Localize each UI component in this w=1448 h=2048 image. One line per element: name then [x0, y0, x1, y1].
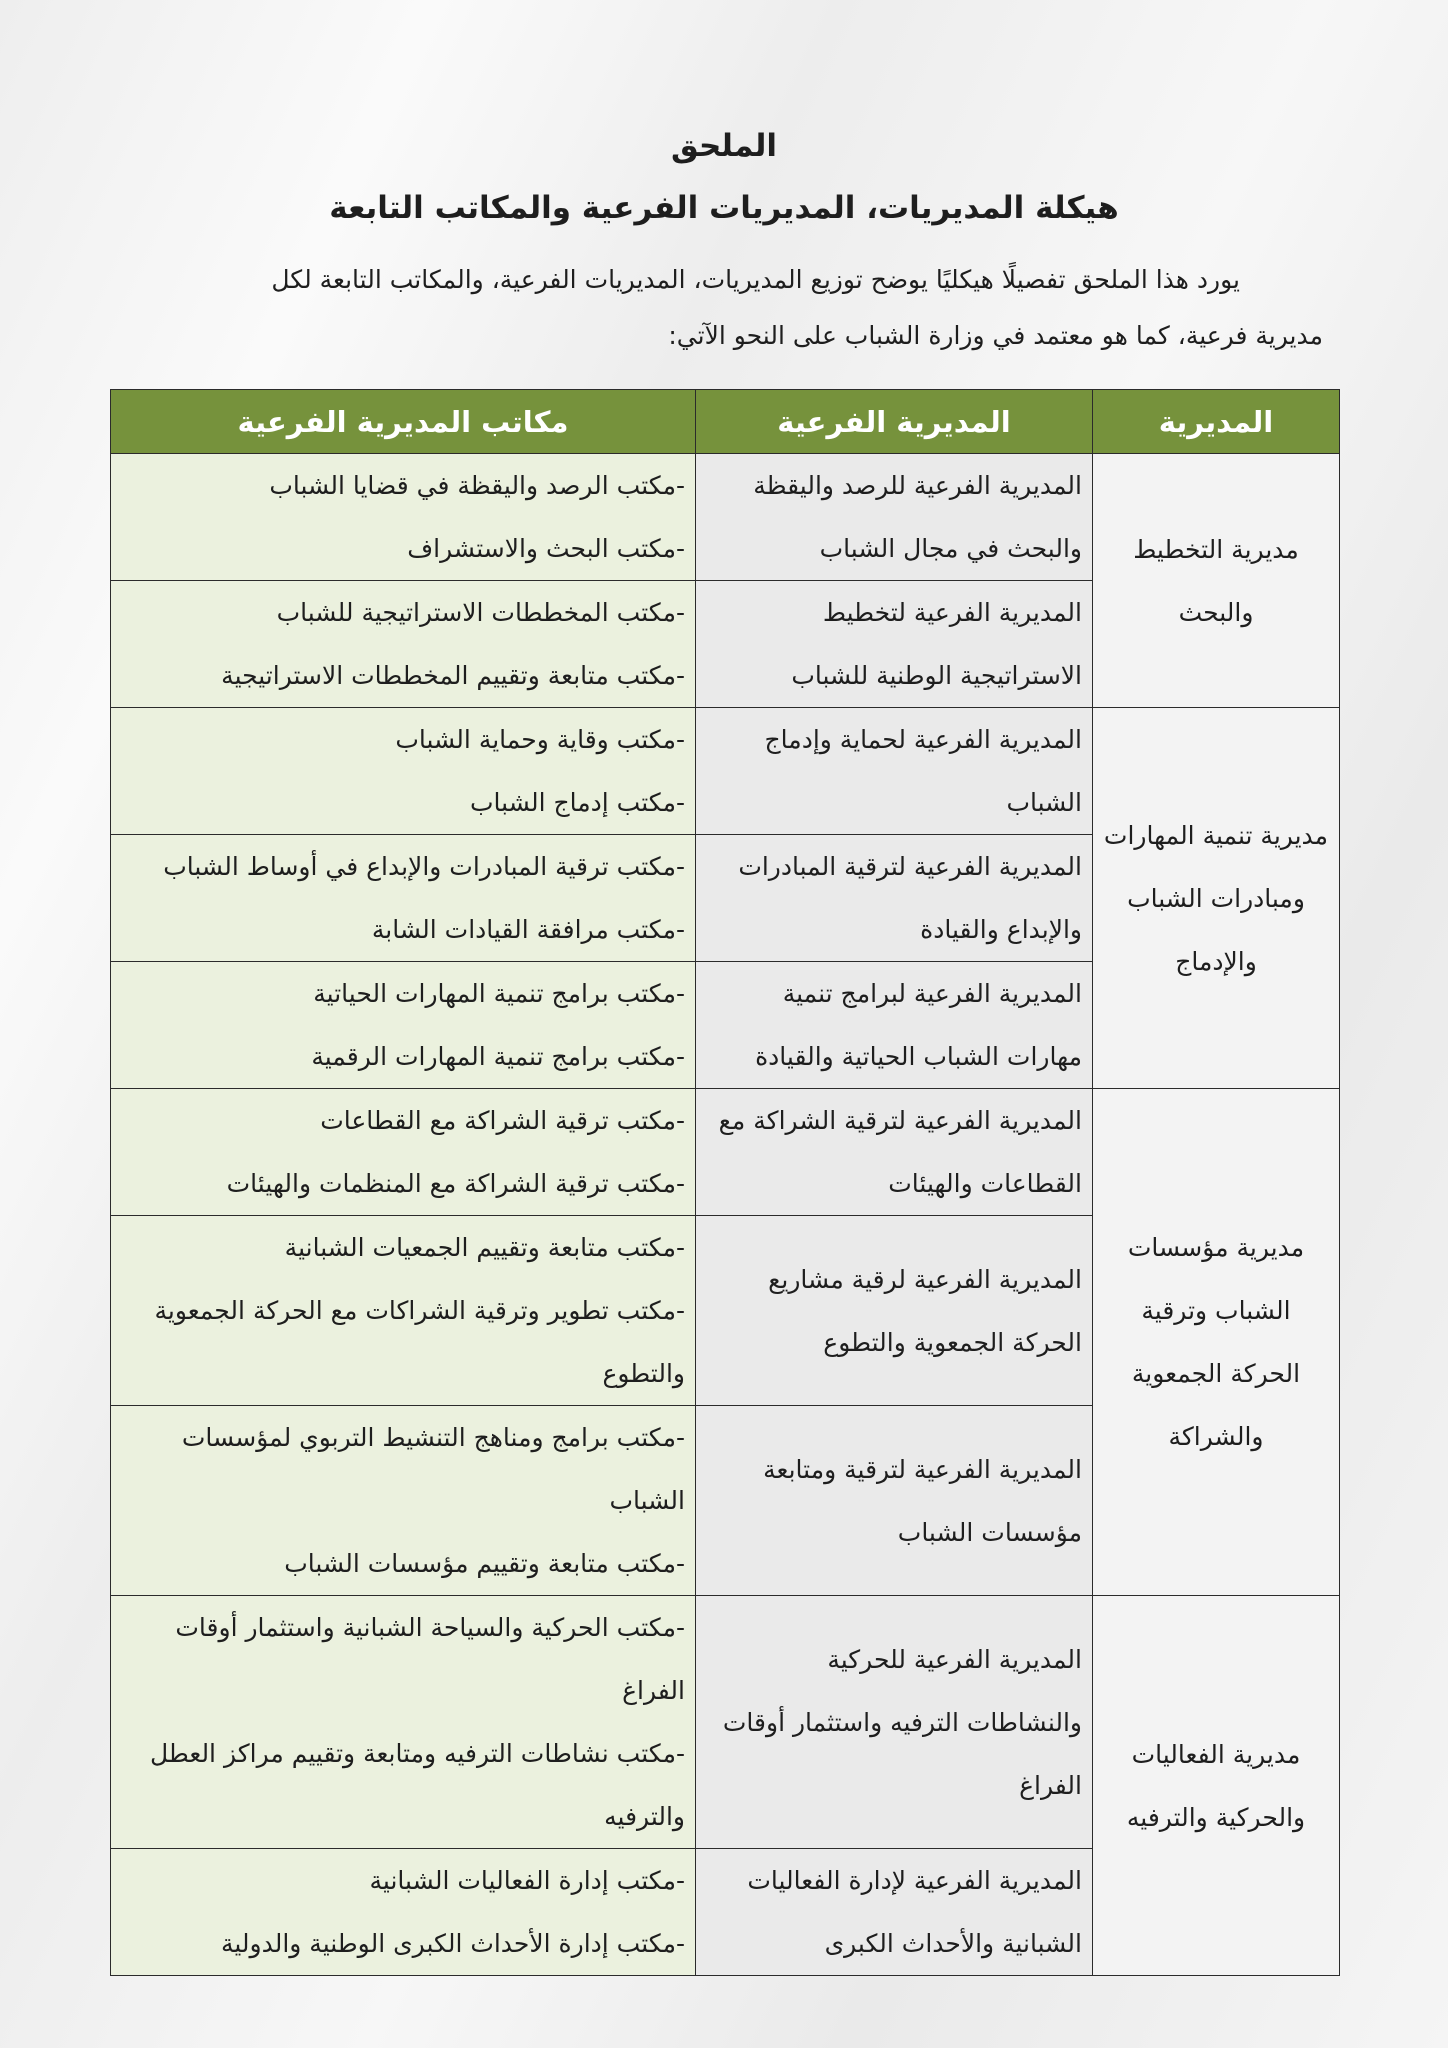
- sub-directorate-cell: المديرية الفرعية لرقية مشاريع الحركة الجمعوية والتطوع: [696, 1216, 1093, 1406]
- directorate-cell: مديرية تنمية المهارات ومبادرات الشباب والإدماج: [1093, 708, 1340, 1089]
- sub-directorate-cell: المديرية الفرعية للحركية والنشاطات الترفيه واستثمار أوقات الفراغ: [696, 1596, 1093, 1849]
- intro-line-2: مديرية فرعية، كما هو معتمد في وزارة الشباب على النحو الآتي:: [668, 321, 1323, 350]
- office-item: -مكتب البحث والاستشراف: [407, 534, 685, 563]
- sub-directorate-cell: المديرية الفرعية لتخطيط الاستراتيجية الوطنية للشباب: [696, 581, 1093, 708]
- office-item: -مكتب متابعة وتقييم مؤسسات الشباب: [284, 1549, 685, 1578]
- offices-cell: [111, 835, 696, 962]
- office-item: -مكتب الرصد واليقظة في قضايا الشباب: [269, 471, 685, 500]
- sub-directorate-cell: المديرية الفرعية لبرامج تنمية مهارات الشباب الحياتية والقيادة: [696, 962, 1093, 1089]
- office-item: -مكتب المخططات الاستراتيجية للشباب: [276, 598, 685, 627]
- header-directorate: المديرية: [1093, 390, 1340, 454]
- page-subtitle: هيكلة المديريات، المديريات الفرعية والمكاتب التابعة: [329, 190, 1119, 226]
- directorate-cell: مديرية الفعاليات والحركية والترفيه: [1093, 1596, 1340, 1976]
- offices-cell: [111, 1849, 696, 1976]
- office-item: -مكتب إدارة الفعاليات الشبانية: [369, 1866, 685, 1895]
- offices-cell: [111, 1596, 696, 1849]
- table-row: [111, 1089, 1340, 1216]
- sub-directorate-cell: المديرية الفرعية للرصد واليقظة والبحث في مجال الشباب: [696, 454, 1093, 581]
- offices-cell: [111, 581, 696, 708]
- sub-directorate-cell: المديرية الفرعية لترقية ومتابعة مؤسسات الشباب: [696, 1406, 1093, 1596]
- sub-directorate-cell: المديرية الفرعية لترقية المبادرات والإبداع والقيادة: [696, 835, 1093, 962]
- offices-cell: [111, 962, 696, 1089]
- table-row: [111, 454, 1340, 581]
- directorate-cell: مديرية مؤسسات الشباب وترقية الحركة الجمعوية والشراكة: [1093, 1089, 1340, 1596]
- table-header-row: [111, 390, 1340, 454]
- sub-directorate-cell: المديرية الفرعية لإدارة الفعاليات الشبانية والأحداث الكبرى: [696, 1849, 1093, 1976]
- sub-directorate-cell: المديرية الفرعية لحماية وإدماج الشباب: [696, 708, 1093, 835]
- offices-cell: [111, 1406, 696, 1596]
- office-item: -مكتب ترقية الشراكة مع المنظمات والهيئات: [226, 1169, 685, 1198]
- office-item: -مكتب برامج تنمية المهارات الرقمية: [311, 1042, 685, 1071]
- header-offices: مكاتب المديرية الفرعية: [111, 390, 696, 454]
- offices-cell: [111, 454, 696, 581]
- office-item: -مكتب تطوير وترقية الشراكات مع الحركة الجمعوية والتطوع: [154, 1296, 685, 1388]
- header-sub-directorate: المديرية الفرعية: [696, 390, 1093, 454]
- offices-cell: [111, 1216, 696, 1406]
- office-item: -مكتب نشاطات الترفيه ومتابعة وتقييم مراكز العطل والترفيه: [149, 1739, 685, 1831]
- office-item: -مكتب إدماج الشباب: [470, 788, 685, 817]
- office-item: -مكتب متابعة وتقييم الجمعيات الشبانية: [284, 1233, 685, 1262]
- intro-line-1: يورد هذا الملحق تفصيلًا هيكليًا يوضح توزيع المديريات، المديريات الفرعية، والمكاتب التابعة لكل: [271, 265, 1240, 294]
- office-item: -مكتب إدارة الأحداث الكبرى الوطنية والدولية: [220, 1929, 685, 1958]
- table-row: [111, 1596, 1340, 1849]
- directorate-cell: مديرية التخطيط والبحث: [1093, 454, 1340, 708]
- structure-table: [110, 389, 1340, 1976]
- sub-directorate-cell: المديرية الفرعية لترقية الشراكة مع القطاعات والهيئات: [696, 1089, 1093, 1216]
- intro-paragraph: [120, 252, 1330, 364]
- office-item: -مكتب الحركية والسياحة الشبانية واستثمار أوقات الفراغ: [175, 1613, 685, 1705]
- office-item: -مكتب وقاية وحماية الشباب: [395, 725, 685, 754]
- office-item: -مكتب ترقية الشراكة مع القطاعات: [320, 1106, 685, 1135]
- table-row: [111, 708, 1340, 835]
- office-item: -مكتب ترقية المبادرات والإبداع في أوساط الشباب: [163, 852, 685, 881]
- appendix-title: الملحق: [671, 128, 777, 164]
- office-item: -مكتب برامج ومناهج التنشيط التربوي لمؤسسات الشباب: [181, 1423, 685, 1515]
- office-item: -مكتب برامج تنمية المهارات الحياتية: [313, 979, 685, 1008]
- office-item: -مكتب مرافقة القيادات الشابة: [371, 915, 685, 944]
- offices-cell: [111, 1089, 696, 1216]
- offices-cell: [111, 708, 696, 835]
- office-item: -مكتب متابعة وتقييم المخططات الاستراتيجية: [221, 661, 685, 690]
